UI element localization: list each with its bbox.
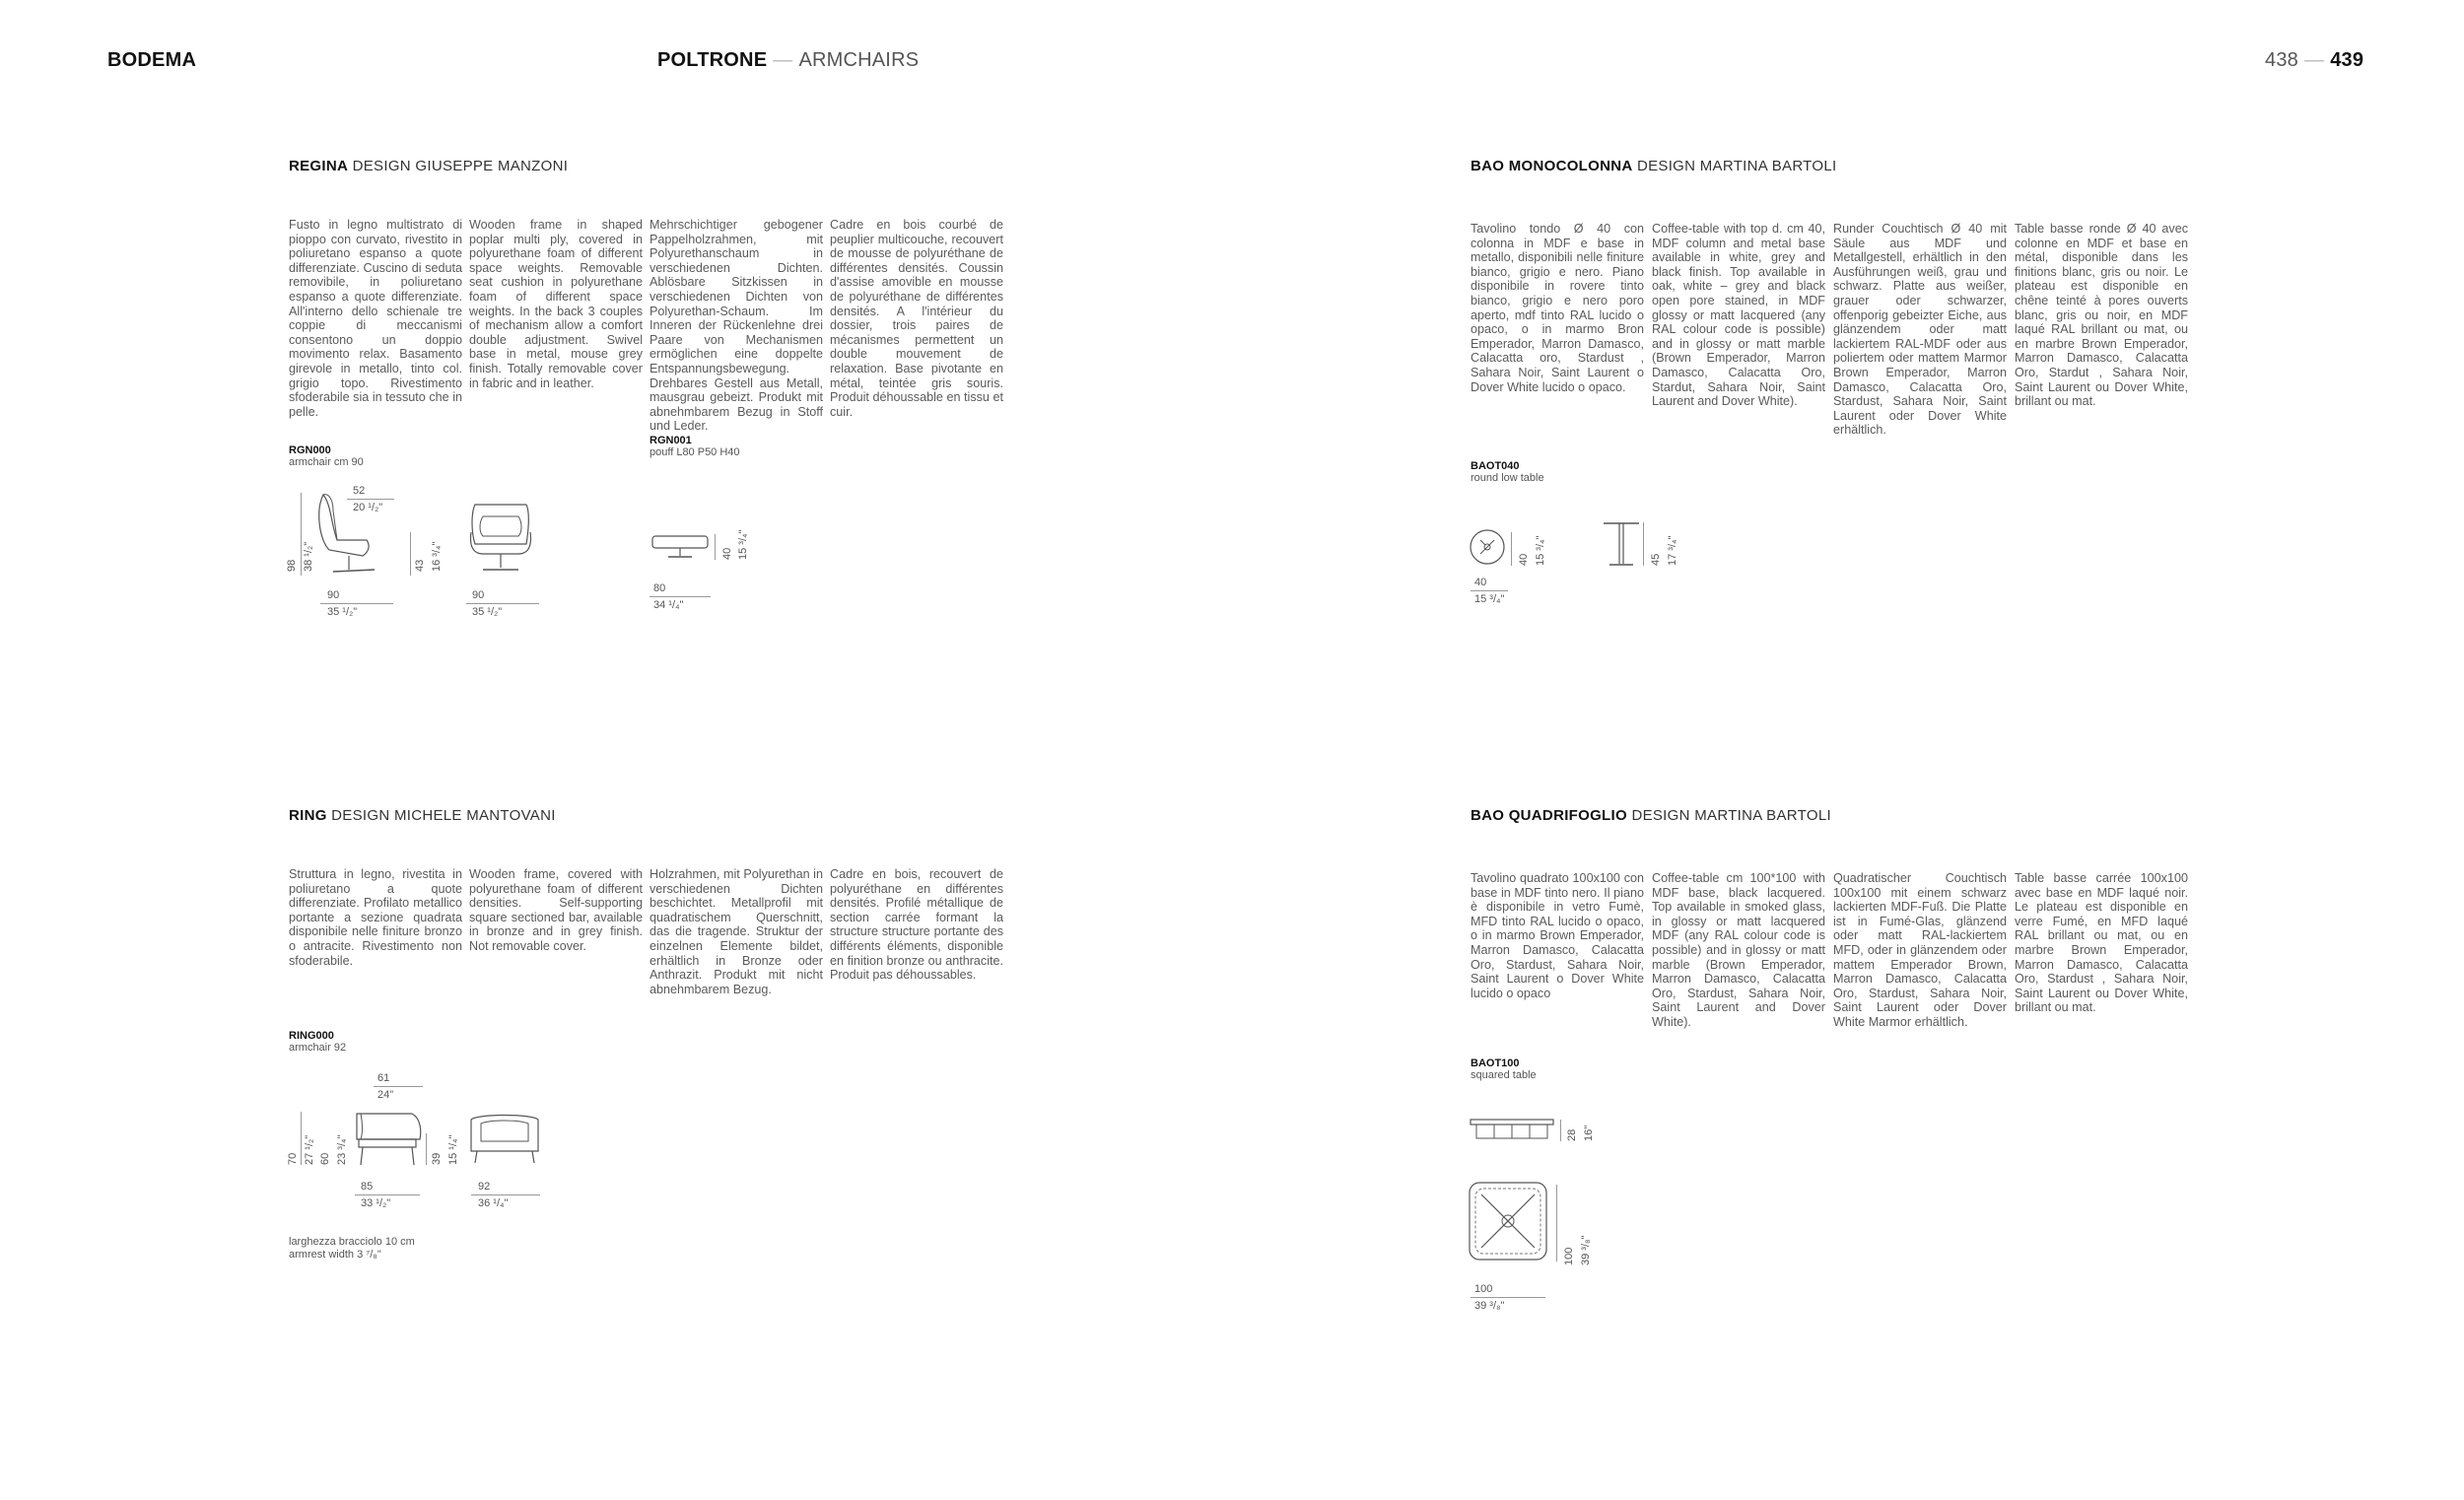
- dimension-depth-inches: 35 ¹/₂": [472, 606, 503, 618]
- dimension-line: [355, 1194, 420, 1195]
- dimension-seat-height: 39: [431, 1152, 443, 1165]
- dimension-height: 98: [286, 559, 298, 572]
- description-english: Coffee-table cm 100*100 with MDF base, black lacquered. Top available in smoked glass, in glossy or matt lacquered MDF (any RAL colour code is possible) and in glossy or matt marble (Brown Emperador, Marron Damasco, Calacatta Oro, Stardust, Sahara Noir, Saint Laurent and Dover White).: [1652, 871, 1825, 1029]
- description-german: Quadratischer Couchtisch 100x100 mit einem schwarz lackierten MDF-Fuß. Die Platte ist in Fumé-Glas, glänzend oder matt RAL-lackiertem MFD, oder in glänzendem oder mattem Emperador Brown, Marron Damasco, Calacatta Oro, Stardust, Sahara Noir, Saint Laurent oder Dover White Marmor erhältlich.: [1833, 871, 2007, 1029]
- description-french: Table basse carrée 100x100 avec base en MDF laqué noir. Le plateau est disponible en verre Fumé, en MFD laqué RAL brillant ou mat, ou en marbre Brown Emperador, Marron Damasco, Calacatta Oro, Stardust , Sahara Noir, Saint Laurent ou Dover White, brillant ou mat.: [2015, 871, 2188, 1015]
- armrest-note-english: armrest width 3 ⁷/₈": [289, 1249, 381, 1261]
- section-title: POLTRONE — ARMCHAIRS: [657, 49, 920, 71]
- product-code: RGN001: [650, 435, 692, 446]
- dimension-line: [426, 1133, 427, 1165]
- description-french: Table basse ronde Ø 40 avec colonne en MDF et base en métal, disponible dans les finitions blanc, gris ou noir. Le plateau est disponible en chêne teinté à pores ouverts blanc, gris ou noir, en MDF laqué RAL brillant ou mat, ou en marbre Brown Emperador, Marron Damasco, Calacatta Oro, Stardut , Sahara Noir, Saint Laurent ou Dover White, brillant ou mat.: [2015, 222, 2188, 409]
- dimension-line: [1643, 522, 1644, 566]
- dimension-depth: 85: [361, 1181, 374, 1193]
- category-italian: POLTRONE: [657, 49, 768, 71]
- pouf-drawing: [650, 532, 712, 560]
- description-italian: Tavolino tondo Ø 40 con colonna in MDF e base in metallo, disponibili nelle finiture bianco, grigio e nero. Piano disponibile in rovere tinto bianco, grigio e nero poro aperto, mdf tinto RAL lucido o opaco, o in marmo Bron Emperador, Marron Damasco, Calacatta oro, Stardust , Sahara Noir, Saint Laurent o Dover White lucido o opaco.: [1471, 222, 1644, 394]
- dimension-diameter-vertical-inches: 15 ³/₄": [1535, 535, 1546, 566]
- dimension-seat-height-inches: 16 ³/₄": [431, 541, 443, 572]
- dimension-line: [1556, 1185, 1557, 1261]
- dimension-depth-inches: 33 ¹/₂": [361, 1197, 391, 1209]
- regina-front-view-drawing: [469, 503, 538, 574]
- dimension-width-inches: 35 ¹/₂": [327, 606, 358, 618]
- dimension-line: [374, 1086, 423, 1087]
- dimension-width-inches: 39 ³/₈": [1474, 1300, 1505, 1312]
- description-italian: Struttura in legno, rivestita in poliuretano a quote differenziate. Profilato metallico portante a sezione quadrata disponibile nelle finiture bronzo o antracite. Rivestimento non sfoderabile.: [289, 867, 462, 968]
- dimension-height-inches: 38 ¹/₂": [303, 541, 314, 572]
- dimension-line: [301, 493, 302, 576]
- product-variant: round low table: [1471, 472, 1544, 484]
- dimension-width-inches: 36 ¹/₄": [478, 1197, 509, 1209]
- product-variant: armchair 92: [289, 1042, 347, 1054]
- description-german: Holzrahmen, mit Polyurethan in verschiedenen Dichten beschichtet. Metallprofil mit quadratischem Querschnitt, das die tragende. Struktur der einzelnen Elemente bildet, erhältlich in Bronze oder Anthrazit. Produkt mit nicht abnehmbarem Bezug.: [650, 867, 823, 996]
- product-code: RGN000: [289, 444, 331, 456]
- product-title-bao-quadrifoglio: [1471, 807, 1831, 824]
- dimension-line: [320, 603, 393, 604]
- product-name: BAO QUADRIFOGLIO: [1471, 807, 1627, 824]
- dimension-diameter: 40: [1474, 577, 1487, 588]
- dimension-top-width-inches: 24": [377, 1089, 394, 1101]
- dimension-line: [471, 1194, 540, 1195]
- description-french: Cadre en bois courbé de peuplier multicouche, recouvert de mousse de polyuréthane de différentes densités. Coussin d'assise amovible en mousse de polyuréthane de différentes densités. A l'intérieur du dossier, trois paires de mécanismes permettent un double mouvement de relaxation. Base pivotante en métal, teintée gris souris. Produit déhoussable en tissu et cuir.: [830, 218, 1003, 419]
- dimension-height-inches: 15 ³/₄": [737, 529, 749, 560]
- dimension-diameter-inches: 15 ³/₄": [1474, 593, 1505, 605]
- dimension-line: [1471, 590, 1508, 591]
- product-designer: DESIGN GIUSEPPE MANZONI: [352, 158, 569, 174]
- dimension-line: [1511, 532, 1512, 566]
- dimension-arm-height: 60: [319, 1152, 331, 1165]
- dimension-depth-inches: 39 ³/₈": [1580, 1235, 1592, 1265]
- dimension-depth: 90: [472, 589, 485, 601]
- product-designer: DESIGN MARTINA BARTOLI: [1631, 807, 1831, 824]
- dimension-line: [650, 596, 711, 597]
- dimension-seat-height: 43: [414, 559, 426, 572]
- product-name: RING: [289, 807, 327, 824]
- dimension-top-width-inches: 20 ¹/₂": [353, 502, 383, 513]
- dimension-width: 90: [327, 589, 340, 601]
- product-variant: armchair cm 90: [289, 456, 364, 468]
- round-table-top-view-drawing: [1469, 528, 1508, 568]
- dimension-height-inches: 17 ³/₄": [1667, 535, 1678, 566]
- dimension-depth: 100: [1563, 1247, 1575, 1265]
- page-number-left: 438: [2265, 49, 2298, 71]
- product-designer: DESIGN MICHELE MANTOVANI: [331, 807, 556, 824]
- dimension-diameter-vertical: 40: [1518, 553, 1530, 566]
- description-italian: Fusto in legno multistrato di pioppo con curvato, rivestito in poliuretano espanso a quote differenziate. Cuscino di seduta removibile, in poliuretano espanso a quote differenziate. All'interno dello schienale tre coppie di meccanismi consentono un doppio movimento relax. Basamento girevole in metallo, tinto col. grigio topo. Rivestimento sfoderabile sia in tessuto che in pelle.: [289, 218, 462, 419]
- ring-front-view-drawing: [467, 1112, 542, 1165]
- description-english: Coffee-table with top d. cm 40, MDF column and metal base available in white, grey and black finish. Top available in oak, white – grey and black open pore stained, in MDF glossy or matt lacquered (any RAL colour code is possible) and in glossy or matt marble (Brown Emperador, Marron Damasco, Calacatta Oro, Stardut, Sahara Noir, Saint Laurent and Dover White).: [1652, 222, 1825, 409]
- product-variant: pouff L80 P50 H40: [650, 446, 740, 458]
- description-german: Mehrschichtiger gebogener Pappelholzrahmen, mit Polyurethanschaum in verschiedenen Dichten. Ablösbare Sitzkissen in verschiedenen Dichten von Polyurethan-Schaum. Im Inneren der Rückenlehne drei Paare von Mechanismen ermöglichen eine doppelte Entspannungsbewegung. Drehbares Gestell aus Metall, mausgrau gebeizt. Produkt mit abnehmbarem Bezug in Stoff und Leder.: [650, 218, 823, 434]
- product-code: BAOT100: [1471, 1057, 1520, 1069]
- product-code: RING000: [289, 1030, 334, 1042]
- round-table-side-view-drawing: [1602, 520, 1645, 568]
- square-table-top-view-drawing: [1468, 1181, 1550, 1263]
- category-english: ARMCHAIRS: [798, 49, 920, 71]
- description-english: Wooden frame, covered with polyurethane foam of different densities. Self-supporting square sectioned bar, available in bronze and in grey finish. Not removable cover.: [469, 867, 643, 953]
- dimension-line: [301, 1112, 302, 1165]
- dimension-seat-height-inches: 15 ¹/₄": [447, 1134, 459, 1165]
- dimension-width: 100: [1474, 1283, 1493, 1295]
- dimension-height-inches: 27 ¹/₂": [304, 1134, 315, 1165]
- dimension-width: 80: [653, 582, 666, 594]
- regina-side-view-drawing: [315, 491, 414, 580]
- dimension-height-inches: 16": [1583, 1125, 1595, 1141]
- dimension-line: [1471, 1297, 1545, 1298]
- description-english: Wooden frame in shaped poplar multi ply, covered in polyurethane foam of different space weights. Removable seat cushion in polyurethane foam of different space weights. In the back 3 couples of mechanism allow a comfort double adjustment. Swivel base in metal, mouse grey finish. Totally removable cover in fabric and in leather.: [469, 218, 643, 390]
- description-italian: Tavolino quadrato 100x100 con base in MDF tinto nero. Il piano è disponibile in vetro Fumè, MFD tinto RAL lucido o opaco, o in marmo Brown Emperador, Marron Damasco, Calacatta Oro, Stardust, Sahara Noir, Saint Laurent o Dover White lucido o opaco: [1471, 871, 1644, 1000]
- dimension-top-width: 52: [353, 485, 366, 497]
- product-name: REGINA: [289, 158, 349, 174]
- product-variant: squared table: [1471, 1069, 1537, 1081]
- page-numbers: 438 — 439: [2265, 49, 2364, 71]
- dimension-line: [466, 603, 539, 604]
- dimension-arm-height-inches: 23 ³/₄": [336, 1134, 348, 1165]
- product-title-regina: [289, 158, 568, 174]
- square-table-side-view-drawing: [1469, 1118, 1559, 1147]
- dimension-line: [715, 534, 716, 560]
- description-french: Cadre en bois, recouvert de polyuréthane en différentes densités. Profilé métallique de section carrée formant la structure structure portante des différents éléments, disponible en finition bronze ou anthracite. Produit pas déhoussables.: [830, 867, 1003, 983]
- dimension-height: 28: [1566, 1128, 1578, 1141]
- description-german: Runder Couchtisch Ø 40 mit Säule aus MDF und Metallgestell, erhältlich in den Ausführungen weiß, grau und schwarz. Platte aus weißer, grauer oder schwarzer, offenporig gebeizter Eiche, aus glänzendem oder matt lackiertem RAL-MDF oder aus poliertem oder mattem Marmor Brown Emperador, Marron Damasco, Calacatta Oro, Stardust, Sahara Noir, Saint Laurent oder Dover White erhältlich.: [1833, 222, 2007, 438]
- ring-side-view-drawing: [351, 1110, 424, 1169]
- product-title-ring: [289, 807, 556, 824]
- dimension-height: 40: [721, 547, 733, 560]
- brand-name: BODEMA: [107, 49, 197, 71]
- dimension-top-width: 61: [377, 1072, 390, 1084]
- dimension-height: 70: [287, 1152, 299, 1165]
- product-name: BAO MONOCOLONNA: [1471, 158, 1633, 174]
- product-designer: DESIGN MARTINA BARTOLI: [1636, 158, 1837, 174]
- dimension-height: 45: [1650, 553, 1662, 566]
- dimension-line: [1560, 1120, 1561, 1141]
- dimension-width-inches: 34 ¹/₄": [653, 599, 684, 611]
- page-number-right: 439: [2330, 49, 2364, 71]
- armrest-note-italian: larghezza bracciolo 10 cm: [289, 1236, 415, 1248]
- dimension-width: 92: [478, 1181, 491, 1193]
- product-title-bao-monocolonna: [1471, 158, 1836, 174]
- product-code: BAOT040: [1471, 460, 1520, 472]
